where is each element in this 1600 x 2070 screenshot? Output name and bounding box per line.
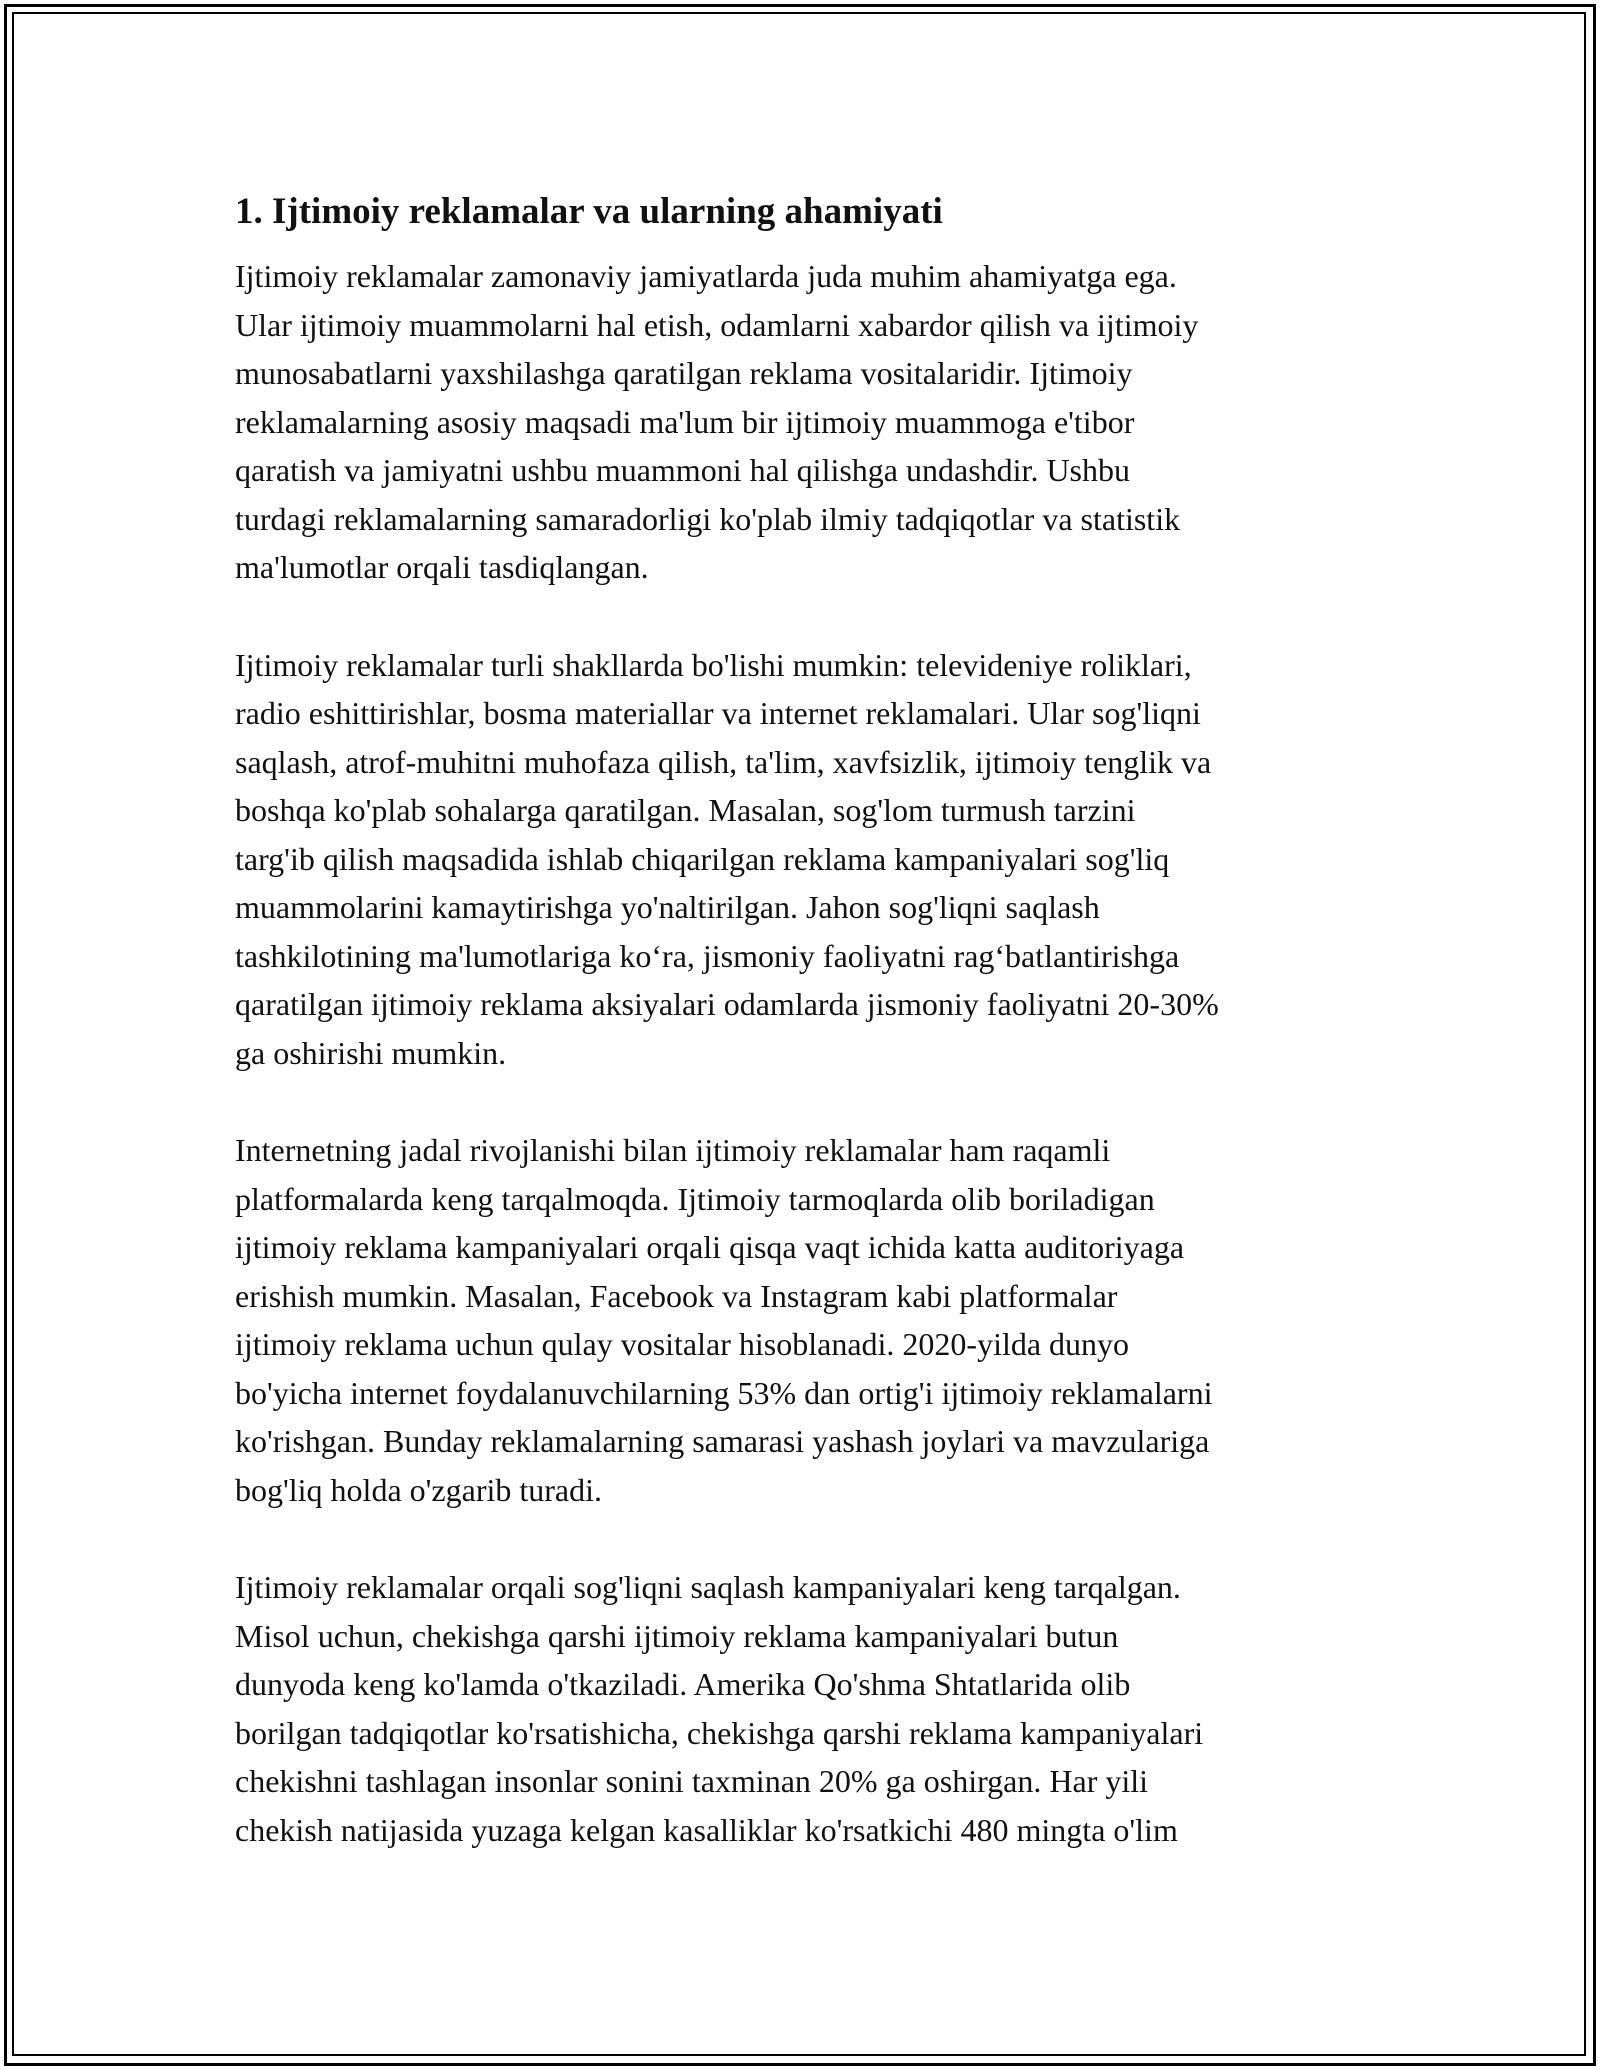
section-heading: 1. Ijtimoiy reklamalar va ularning ahamiyati bbox=[235, 191, 943, 232]
text-line: boshqa ko'plab sohalarga qaratilgan. Masalan, sog'lom turmush tarzini bbox=[235, 792, 1136, 828]
paragraph-2 bbox=[235, 641, 1375, 1078]
text-line: tashkilotining ma'lumotlariga koʻra, jismoniy faoliyatni ragʻbatlantirishga bbox=[235, 937, 1180, 974]
document-body bbox=[235, 188, 1375, 1854]
text-line: ijtimoiy reklama uchun qulay vositalar hisoblanadi. 2020-yilda dunyo bbox=[235, 1326, 1130, 1362]
text-line: Ijtimoiy reklamalar zamonaviy jamiyatlarda juda muhim ahamiyatga ega. bbox=[235, 258, 1177, 294]
text-line: borilgan tadqiqotlar ko'rsatishicha, chekishga qarshi reklama kampaniyalari bbox=[235, 1714, 1204, 1751]
text-line: ko'rishgan. Bunday reklamalarning samarasi yashash joylari va mavzulariga bbox=[235, 1423, 1210, 1459]
text-line: chekishni tashlagan insonlar sonini taxminan 20% ga oshirgan. Har yili bbox=[235, 1763, 1149, 1799]
text-line: bog'liq holda o'zgarib turadi. bbox=[235, 1471, 602, 1508]
text-line: qaratish va jamiyatni ushbu muammoni hal qilishga undashdir. Ushbu bbox=[235, 452, 1130, 488]
text-line: munosabatlarni yaxshilashga qaratilgan reklama vositalaridir. Ijtimoiy bbox=[235, 355, 1133, 391]
text-line: Ijtimoiy reklamalar orqali sog'liqni saqlash kampaniyalari keng tarqalgan. bbox=[235, 1569, 1181, 1605]
paragraph-3 bbox=[235, 1126, 1375, 1514]
paragraph-4 bbox=[235, 1563, 1375, 1854]
text-line: chekish natijasida yuzaga kelgan kasalliklar ko'rsatkichi 480 mingta o'lim bbox=[235, 1811, 1178, 1848]
text-line: Internetning jadal rivojlanishi bilan ijtimoiy reklamalar ham raqamli bbox=[235, 1132, 1111, 1168]
text-line: Misol uchun, chekishga qarshi ijtimoiy reklama kampaniyalari butun bbox=[235, 1617, 1119, 1654]
text-line: Ular ijtimoiy muammolarni hal etish, odamlarni xabardor qilish va ijtimoiy bbox=[235, 306, 1199, 343]
text-line: muammolarini kamaytirishga yo'naltirilgan. Jahon sog'liqni saqlash bbox=[235, 889, 1100, 925]
text-line: turdagi reklamalarning samaradorligi ko'plab ilmiy tadqiqotlar va statistik bbox=[235, 500, 1181, 537]
text-line: ijtimoiy reklama kampaniyalari orqali qisqa vaqt ichida katta auditoriyaga bbox=[235, 1229, 1185, 1265]
text-line: erishish mumkin. Masalan, Facebook va Instagram kabi platformalar bbox=[235, 1277, 1118, 1314]
text-line: saqlash, atrof-muhitni muhofaza qilish, ta'lim, xavfsizlik, ijtimoiy tenglik va bbox=[235, 743, 1212, 780]
text-line: reklamalarning asosiy maqsadi ma'lum bir ijtimoiy muammoga e'tibor bbox=[235, 403, 1135, 440]
paragraph-list bbox=[235, 252, 1375, 1854]
text-line: platformalarda keng tarqalmoqda. Ijtimoiy tarmoqlarda olib boriladigan bbox=[235, 1180, 1155, 1217]
text-line: dunyoda keng ko'lamda o'tkaziladi. Amerika Qo'shma Shtatlarida olib bbox=[235, 1666, 1131, 1702]
paragraph-1 bbox=[235, 252, 1375, 592]
text-line: radio eshittirishlar, bosma materiallar va internet reklamalari. Ular sog'liqni bbox=[235, 695, 1201, 731]
text-line: qaratilgan ijtimoiy reklama aksiyalari odamlarda jismoniy faoliyatni 20-30% bbox=[235, 986, 1219, 1022]
text-line: ma'lumotlar orqali tasdiqlangan. bbox=[235, 549, 649, 585]
text-line: targ'ib qilish maqsadida ishlab chiqarilgan reklama kampaniyalari sog'liq bbox=[235, 840, 1170, 877]
text-line: bo'yicha internet foydalanuvchilarning 53% dan ortig'i ijtimoiy reklamalarni bbox=[235, 1374, 1213, 1411]
text-line: ga oshirishi mumkin. bbox=[235, 1034, 507, 1071]
text-line: Ijtimoiy reklamalar turli shakllarda bo'lishi mumkin: televideniye roliklari, bbox=[235, 646, 1192, 683]
